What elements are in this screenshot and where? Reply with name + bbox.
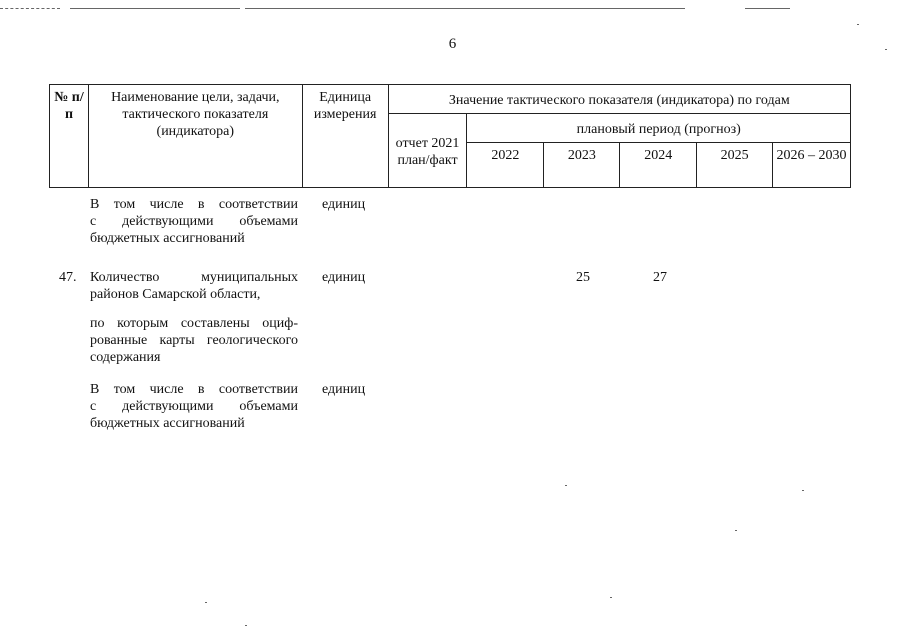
header-year: 2024 bbox=[620, 143, 697, 188]
scan-edge-line bbox=[70, 8, 240, 9]
page-number: 6 bbox=[448, 36, 457, 52]
indicator-table-header bbox=[49, 84, 851, 188]
scan-edge-line bbox=[745, 8, 790, 9]
row-name-continued bbox=[90, 315, 298, 366]
scan-edge-line bbox=[245, 8, 685, 9]
header-year: 2023 bbox=[544, 143, 620, 188]
header-report: отчет 2021 план/факт bbox=[388, 114, 467, 188]
header-values-group: Значение тактического показателя (индикатора) по годам bbox=[388, 85, 850, 114]
header-name: Наименование цели, задачи, тактического показателя (индикатора) bbox=[88, 85, 302, 188]
scan-speck bbox=[205, 602, 207, 603]
header-unit: Единица измерения bbox=[302, 85, 388, 188]
row-unit: единиц bbox=[322, 270, 366, 285]
row-value-2023: 25 bbox=[576, 270, 590, 285]
row-name-line: районов Самарской области, bbox=[90, 287, 261, 302]
row-value-2024: 27 bbox=[653, 270, 667, 285]
row-name-line: содержания bbox=[90, 350, 161, 365]
scan-speck bbox=[245, 625, 247, 626]
scan-speck bbox=[565, 485, 567, 486]
header-year: 2025 bbox=[697, 143, 773, 188]
row-name-line: В том числе в соответствии bbox=[90, 382, 298, 397]
row-name-line: по которым составлены оциф- bbox=[90, 316, 298, 331]
header-num: № п/п bbox=[50, 85, 89, 188]
scan-edge-line bbox=[0, 8, 60, 9]
row-number: 47. bbox=[59, 270, 77, 285]
scan-speck bbox=[735, 530, 737, 531]
row-name bbox=[90, 196, 298, 247]
row-unit: единиц bbox=[322, 382, 366, 397]
row-name-line: с действующими объемами bbox=[90, 214, 298, 229]
row-name-line: с действующими объемами bbox=[90, 399, 298, 414]
scan-speck bbox=[802, 490, 804, 491]
row-name-line: бюджетных ассигнований bbox=[90, 416, 245, 431]
row-name-line: Количество муниципальных bbox=[90, 270, 298, 285]
header-year: 2022 bbox=[467, 143, 544, 188]
row-name bbox=[90, 269, 298, 303]
scan-speck bbox=[857, 24, 859, 25]
scan-speck bbox=[610, 597, 612, 598]
header-plan-period: плановый период (прогноз) bbox=[467, 114, 851, 143]
header-year: 2026 – 2030 bbox=[773, 143, 851, 188]
row-name bbox=[90, 381, 298, 432]
row-name-line: рованные карты геологического bbox=[90, 333, 298, 348]
row-name-line: В том числе в соответствии bbox=[90, 197, 298, 212]
row-name-line: бюджетных ассигнований bbox=[90, 231, 245, 246]
row-unit: единиц bbox=[322, 197, 366, 212]
